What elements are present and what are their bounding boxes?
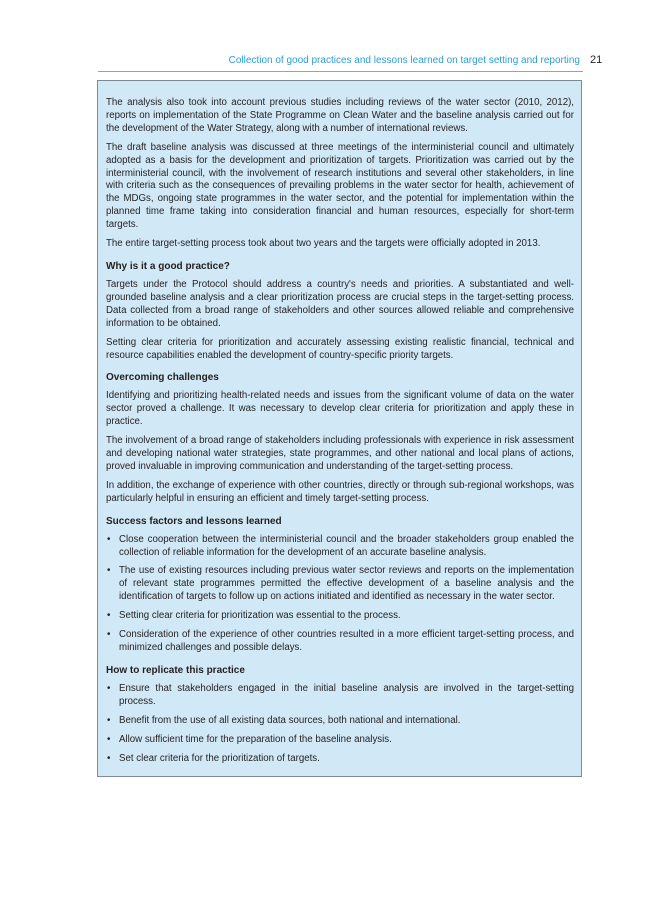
bullet-icon: • bbox=[107, 565, 111, 577]
header-rule bbox=[98, 71, 583, 72]
page-number: 21 bbox=[590, 54, 603, 66]
bullet-icon: • bbox=[107, 533, 111, 545]
bullet-icon: • bbox=[107, 629, 111, 641]
bullet-icon: • bbox=[107, 733, 111, 745]
list-item bbox=[106, 683, 574, 709]
bullet-icon: • bbox=[107, 682, 111, 694]
list-item-text: Setting clear criteria for prioritization was essential to the process. bbox=[119, 610, 401, 622]
list-item bbox=[106, 629, 574, 655]
list-item-text: Consideration of the experience of other countries resulted in a more efficient target-setting process, and minimized challenges and possible delays. bbox=[119, 629, 574, 653]
list-item bbox=[106, 534, 574, 560]
list-item bbox=[106, 753, 574, 766]
bullet-icon: • bbox=[107, 714, 111, 726]
success-list bbox=[106, 534, 574, 655]
list-item-text: Benefit from the use of all existing data sources, both national and international. bbox=[119, 714, 461, 726]
intro-paragraph: The draft baseline analysis was discussed at three meetings of the interministerial council and ultimately adopted as a basis for the development and prioritization of targets. Prioritization was carried out by the interministerial council, with the involvement of research institutions and several other stakeholders, in line with criteria such as the consequences of prevailing problems in the water sector for health, achievement of the MDGs, ongoing state programmes in the water sector, and the potential for implementation within the planned time frame taking into consideration financial and human resources, especially for short-term targets. bbox=[106, 141, 574, 231]
list-item bbox=[106, 734, 574, 747]
intro-paragraph: The entire target-setting process took about two years and the targets were officially adopted in 2013. bbox=[106, 238, 541, 250]
why-good-paragraph: Targets under the Protocol should address a country's needs and priorities. A substantiated and well-grounded baseline analysis and a clear prioritization process are crucial steps in the target-setting process. Data collected from a broad range of stakeholders and other sources allowed reliable and comprehensive information to be obtained. bbox=[106, 278, 574, 329]
bullet-icon: • bbox=[107, 752, 111, 764]
list-item bbox=[106, 610, 574, 623]
list-item-text: Allow sufficient time for the preparation of the baseline analysis. bbox=[119, 733, 392, 745]
challenges-paragraph: Identifying and prioritizing health-related needs and issues from the significant volume of data on the water sector proved a challenge. It was necessary to develop clear criteria for prioritization and apply these in practice. bbox=[106, 390, 574, 428]
section-heading-success: Success factors and lessons learned bbox=[106, 515, 282, 527]
section-heading-why-good: Why is it a good practice? bbox=[106, 260, 230, 272]
case-study-box bbox=[97, 80, 582, 777]
running-header: Collection of good practices and lessons learned on target setting and reporting bbox=[228, 55, 580, 66]
challenges-paragraph: In addition, the exchange of experience with other countries, directly or through sub-regional workshops, was particularly helpful in ensuring an efficient and timely target-setting process. bbox=[106, 479, 574, 504]
list-item-text: Set clear criteria for the prioritization of targets. bbox=[119, 752, 320, 764]
replicate-list bbox=[106, 683, 574, 766]
bullet-icon: • bbox=[107, 610, 111, 622]
list-item-text: Ensure that stakeholders engaged in the initial baseline analysis are involved in the target-setting process. bbox=[119, 682, 574, 707]
why-good-paragraph: Setting clear criteria for prioritization and accurately assessing existing realistic financial, technical and resource capabilities enabled the development of country-specific priority targets. bbox=[106, 336, 574, 361]
section-heading-replicate: How to replicate this practice bbox=[106, 664, 245, 676]
list-item bbox=[106, 565, 574, 604]
list-item-text: Close cooperation between the interministerial council and the broader stakeholders group enabled the collection of reliable information for the development of an accurate baseline analysis. bbox=[119, 533, 574, 558]
challenges-paragraph: The involvement of a broad range of stakeholders including professionals with experience in risk assessment and developing national water strategies, state programmes, and other national and local plans of actions, proved invaluable in improving communication and understanding of the target-setting process. bbox=[106, 435, 574, 472]
list-item bbox=[106, 715, 574, 728]
list-item-text: The use of existing resources including previous water sector reviews and reports on the implementation of relevant state programmes permitted the effective development of a baseline analysis and the identification of targets to follow up on actions initiated and identified as necessary in the water sector. bbox=[119, 565, 574, 603]
section-heading-challenges: Overcoming challenges bbox=[106, 372, 219, 384]
intro-paragraph: The analysis also took into account previous studies including reviews of the water sector (2010, 2012), reports on implementation of the State Programme on Clean Water and the baseline analysis carried out for the development of the Water Strategy, along with a number of international reviews. bbox=[106, 97, 574, 134]
